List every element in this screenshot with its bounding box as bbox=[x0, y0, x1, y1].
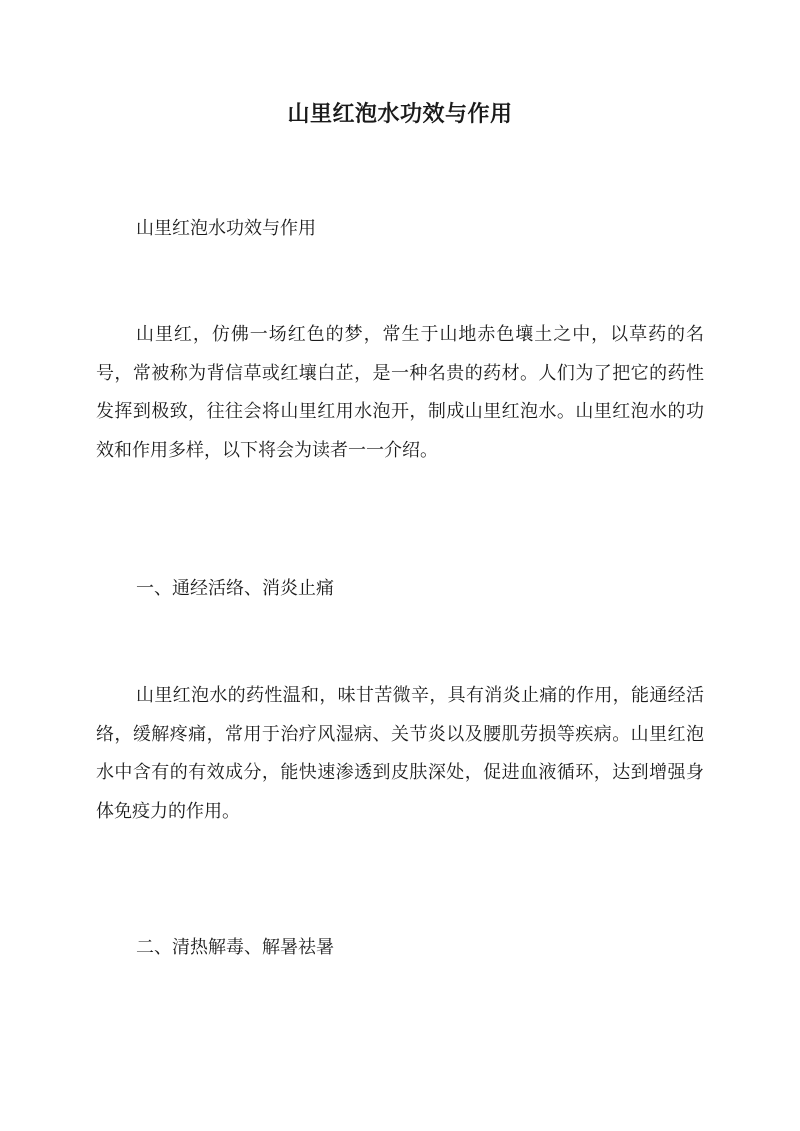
document-subtitle: 山里红泡水功效与作用 bbox=[136, 218, 316, 239]
intro-paragraph: 山里红，仿佛一场红色的梦，常生于山地赤色壤土之中，以草药的名号，常被称为背信草或红壤白芷，是一种名贵的药材。人们为了把它的药性发挥到极致，往往会将山里红用水泡开，制成山里红泡水。山里红泡水的功效和作用多样，以下将会为读者一一介绍。 bbox=[96, 324, 704, 461]
section-paragraph-1: 山里红泡水的药性温和，味甘苦微辛，具有消炎止痛的作用，能通经活络，缓解疼痛，常用于治疗风湿病、关节炎以及腰肌劳损等疾病。山里红泡水中含有的有效成分，能快速渗透到皮肤深处，促进血液循环，达到增强身体免疫力的作用。 bbox=[96, 685, 704, 822]
document-title: 山里红泡水功效与作用 bbox=[287, 101, 513, 127]
section-heading-2: 二、清热解毒、解暑祛暑 bbox=[136, 937, 334, 958]
section-heading-1: 一、通经活络、消炎止痛 bbox=[136, 578, 334, 599]
